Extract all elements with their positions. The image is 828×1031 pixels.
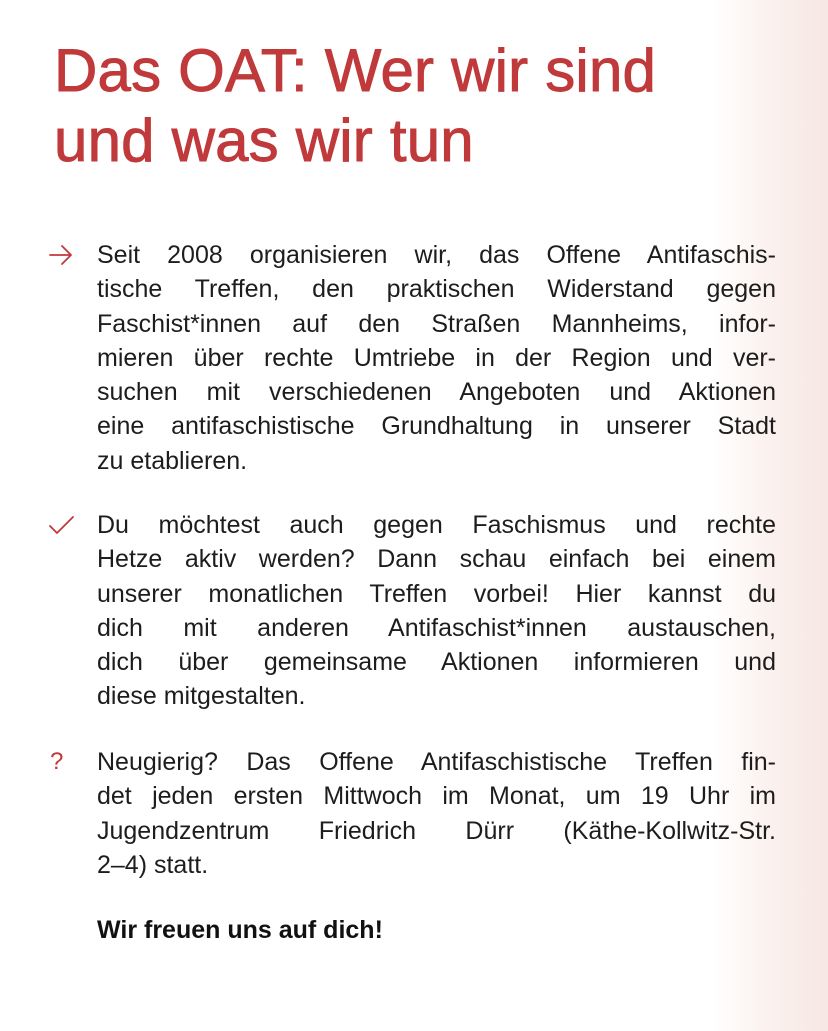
text-line: mieren über rechte Umtriebe in der Region und ver- (97, 343, 776, 372)
section-meeting-info-text (97, 745, 776, 882)
text-line: unserer monatlichen Treffen vorbei! Hier kannst du (97, 579, 776, 608)
section-get-involved-text (97, 508, 776, 714)
text-line: diese mitgestalten. (97, 682, 306, 711)
page-title-line-1: Das OAT: Wer wir sind (54, 37, 657, 104)
section-get-involved (46, 508, 786, 718)
text-line: det jeden ersten Mittwoch im Monat, um 19 Uhr im (97, 782, 776, 811)
text-line: dich über gemeinsame Aktionen informieren und (97, 648, 776, 677)
page-title-line-2: und was wir tun (54, 107, 474, 174)
text-line: eine antifaschistische Grundhaltung in unserer Stadt (97, 412, 776, 441)
arrow-right-icon (46, 240, 76, 270)
closing-statement: Wir freuen uns auf dich! (97, 916, 383, 944)
text-line: Neugierig? Das Offene Antifaschistische Treffen fin- (97, 748, 776, 776)
text-line: zu etablieren. (97, 446, 248, 475)
text-line: tische Treffen, den praktischen Widerstand gegen (97, 275, 776, 304)
section-about (46, 238, 786, 483)
text-line: 2–4) statt. (97, 850, 209, 879)
text-line: Jugendzentrum Friedrich Dürr (Käthe-Kollwitz-Str. (97, 816, 776, 845)
section-about-text (97, 238, 776, 478)
text-line: Du möchtest auch gegen Faschismus und rechte (97, 511, 776, 539)
text-line: suchen mit verschiedenen Angeboten und Aktionen (97, 378, 776, 407)
text-line: Seit 2008 organisieren wir, das Offene Antifaschis- (97, 241, 776, 269)
text-line: Hetze aktiv werden? Dann schau einfach bei einem (97, 545, 776, 574)
text-line: dich mit anderen Antifaschist*innen austauschen, (97, 613, 776, 642)
section-meeting-info (46, 745, 786, 885)
text-line: Faschist*innen auf den Straßen Mannheims, infor- (97, 309, 776, 338)
question-mark-icon: ? (50, 748, 64, 775)
checkmark-icon (46, 510, 76, 540)
page-title (54, 36, 774, 176)
